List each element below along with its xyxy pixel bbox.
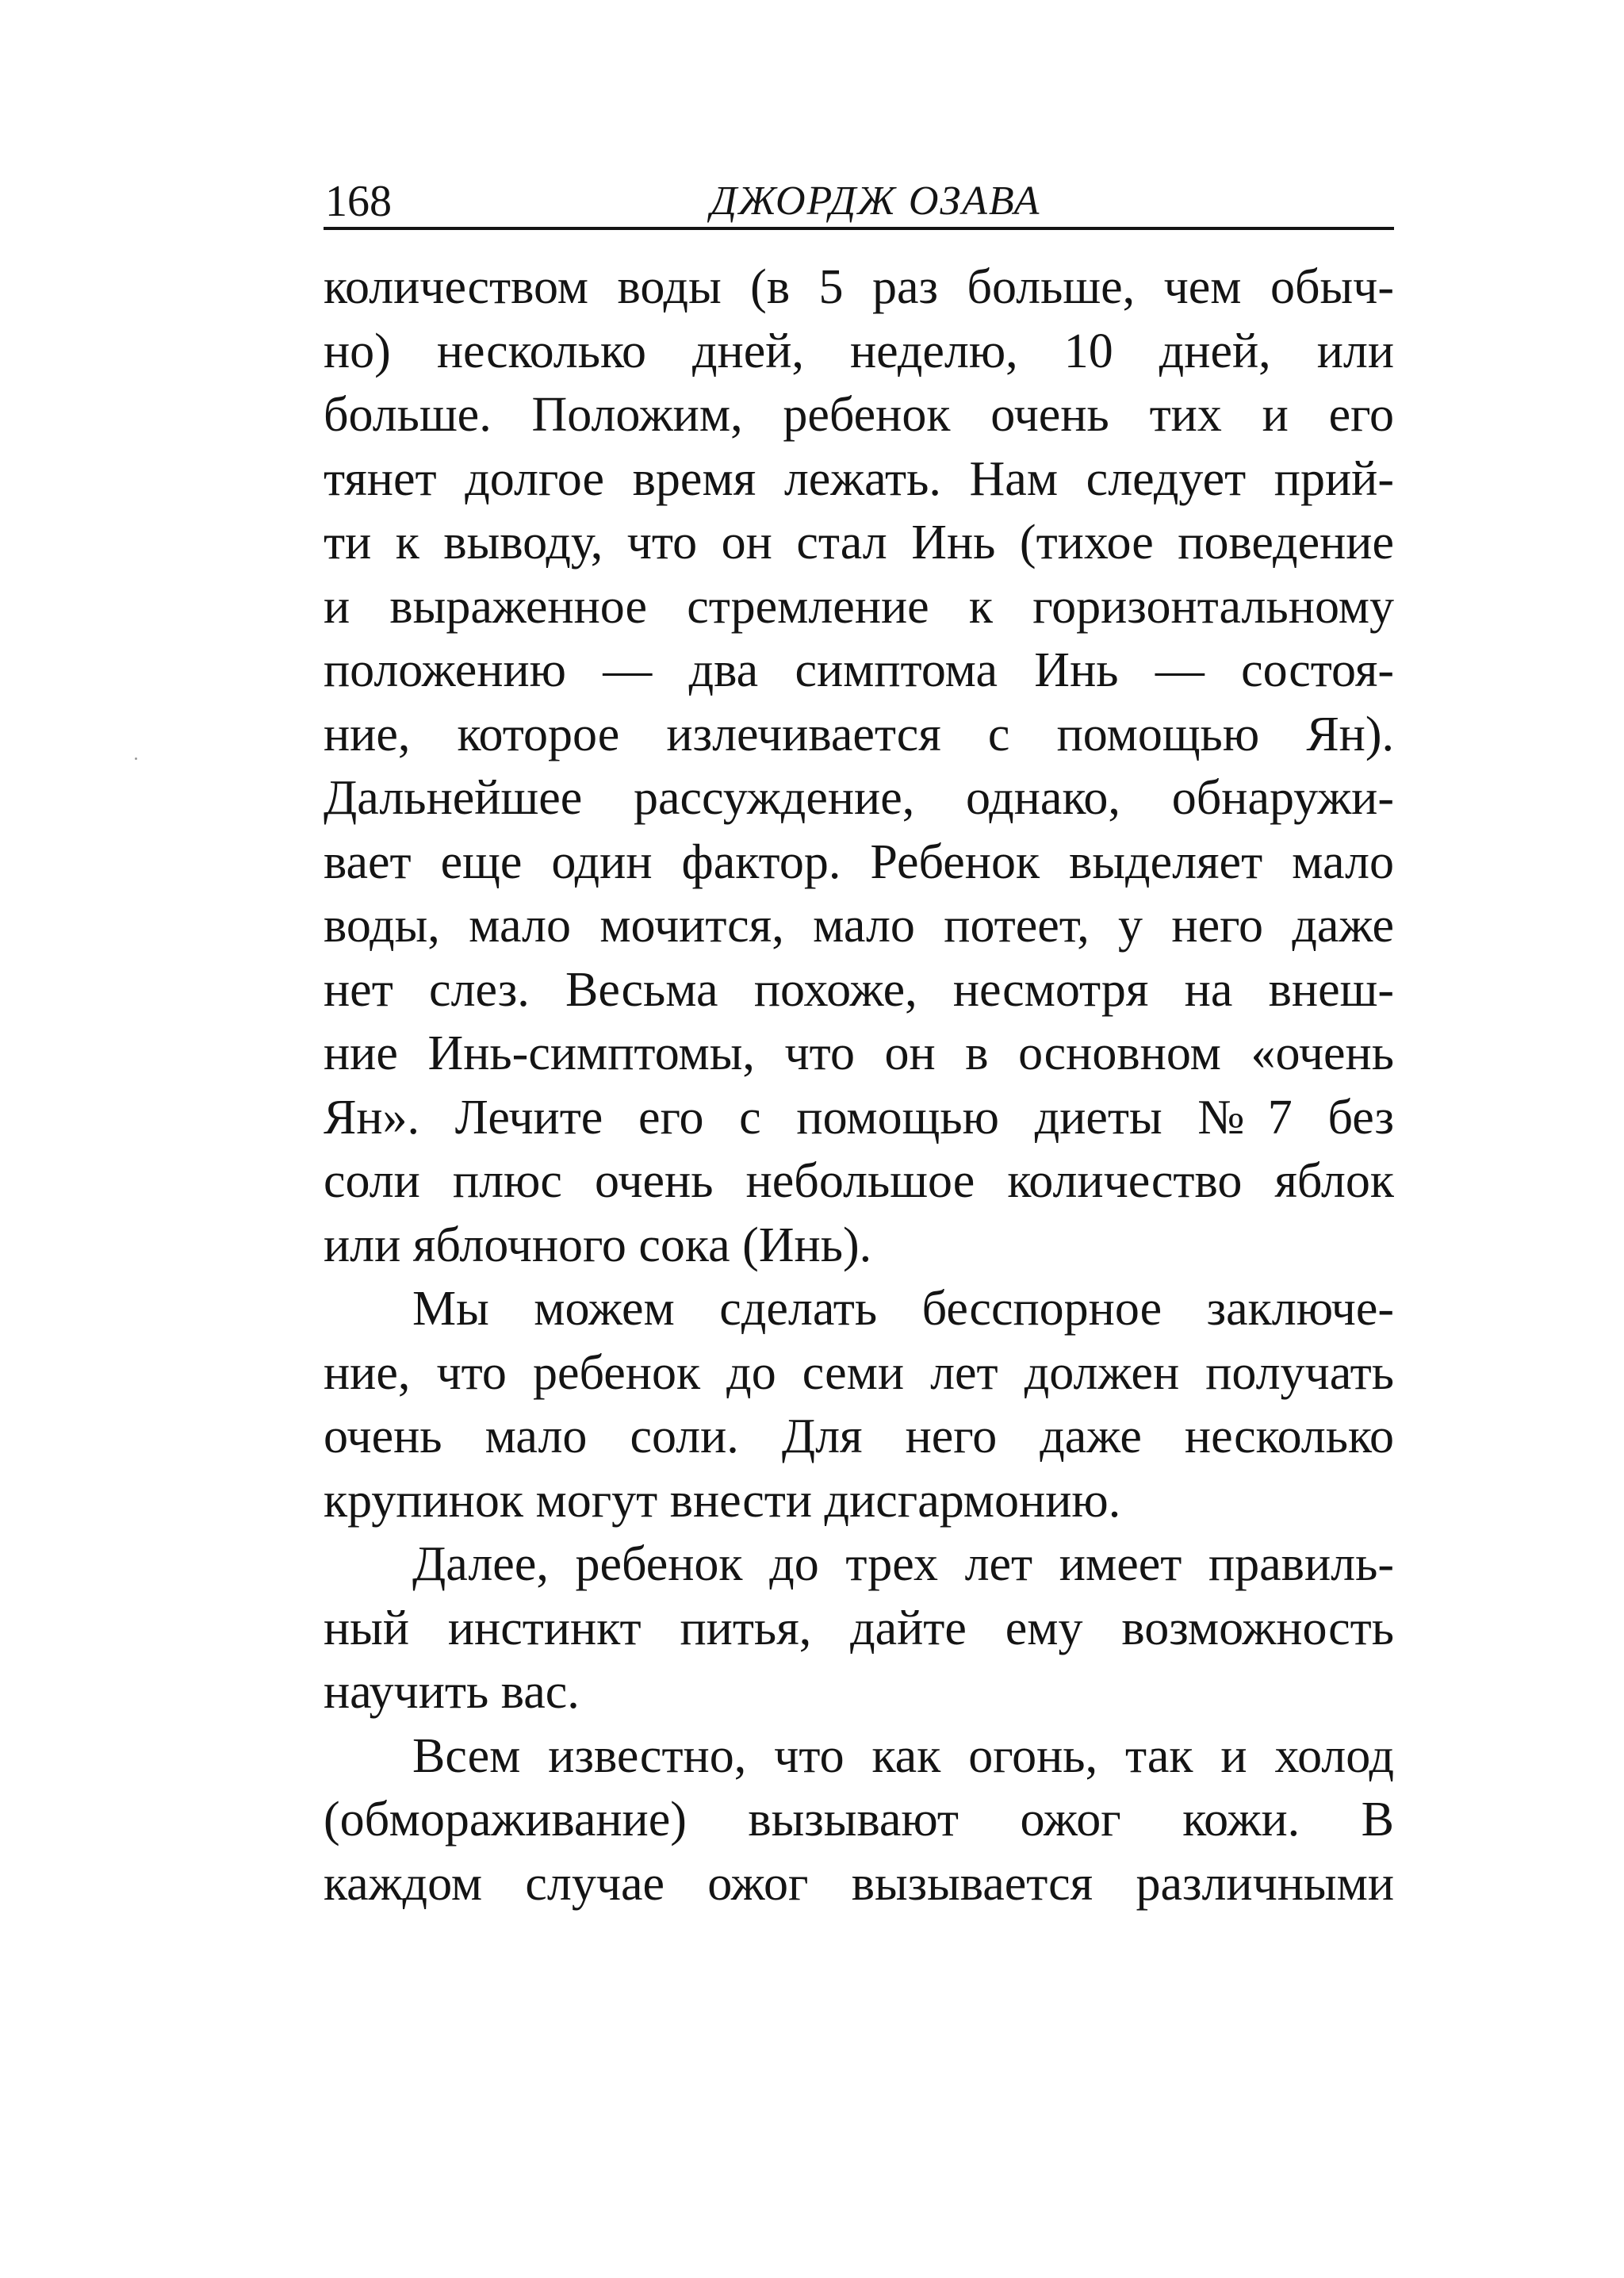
- text-line: ный инстинкт питья, дайте ему возможность: [324, 1601, 1394, 1655]
- text-line: количеством воды (в 5 раз больше, чем обыч-: [324, 260, 1394, 314]
- paragraph-1: [324, 255, 1394, 1277]
- text-line: Мы можем сделать бесспорное заключе-: [412, 1282, 1394, 1336]
- paragraph-3: [324, 1532, 1394, 1724]
- text-line: очень мало соли. Для него даже несколько: [324, 1409, 1394, 1463]
- text-line: тянет долгое время лежать. Нам следует прий-: [324, 451, 1394, 506]
- text-line: положению — два симптома Инь — состоя-: [324, 643, 1394, 697]
- text-line: или яблочного сока (Инь).: [324, 1218, 872, 1272]
- text-line: Далее, ребенок до трех лет имеет правиль-: [412, 1537, 1394, 1591]
- text-line: но) несколько дней, неделю, 10 дней, или: [324, 324, 1394, 378]
- running-head: ДЖОРДЖ ОЗАВА: [710, 178, 1041, 224]
- text-line: ние, которое излечивается с помощью Ян).: [324, 707, 1394, 761]
- page-body: [324, 255, 1394, 1916]
- text-line: соли плюс очень небольшое количество яблок: [324, 1154, 1394, 1208]
- header-rule: [324, 227, 1394, 230]
- text-line: Дальнейшее рассуждение, однако, обнаружи-: [324, 771, 1394, 825]
- text-line: Ян». Лечите его с помощью диеты №7 без: [324, 1090, 1394, 1145]
- text-line: нет слез. Весьма похоже, несмотря на внеш-: [324, 962, 1394, 1017]
- scan-speck: [135, 757, 137, 760]
- text-line: больше. Положим, ребенок очень тих и его: [324, 388, 1394, 442]
- page-number: 168: [325, 177, 392, 226]
- text-line: ти к выводу, что он стал Инь (тихое поведение: [324, 516, 1394, 570]
- text-line: Всем известно, что как огонь, так и холод: [412, 1728, 1394, 1783]
- paragraph-4: [324, 1724, 1394, 1916]
- page-header: [324, 173, 1394, 230]
- text-line: ние Инь-симптомы, что он в основном «очень: [324, 1026, 1394, 1080]
- paragraph-2: [324, 1277, 1394, 1532]
- text-line: крупинок могут внести дисгармонию.: [324, 1473, 1121, 1528]
- text-line: (обмораживание) вызывают ожог кожи. В: [324, 1793, 1394, 1847]
- text-line: и выраженное стремление к горизонтальному: [324, 579, 1394, 634]
- text-line: воды, мало мочится, мало потеет, у него даже: [324, 899, 1394, 953]
- text-line: ние, что ребенок до семи лет должен получать: [324, 1345, 1394, 1400]
- text-line: вает еще один фактор. Ребенок выделяет мало: [324, 834, 1394, 889]
- text-line: научить вас.: [324, 1665, 580, 1719]
- text-line: каждом случае ожог вызывается различными: [324, 1856, 1394, 1911]
